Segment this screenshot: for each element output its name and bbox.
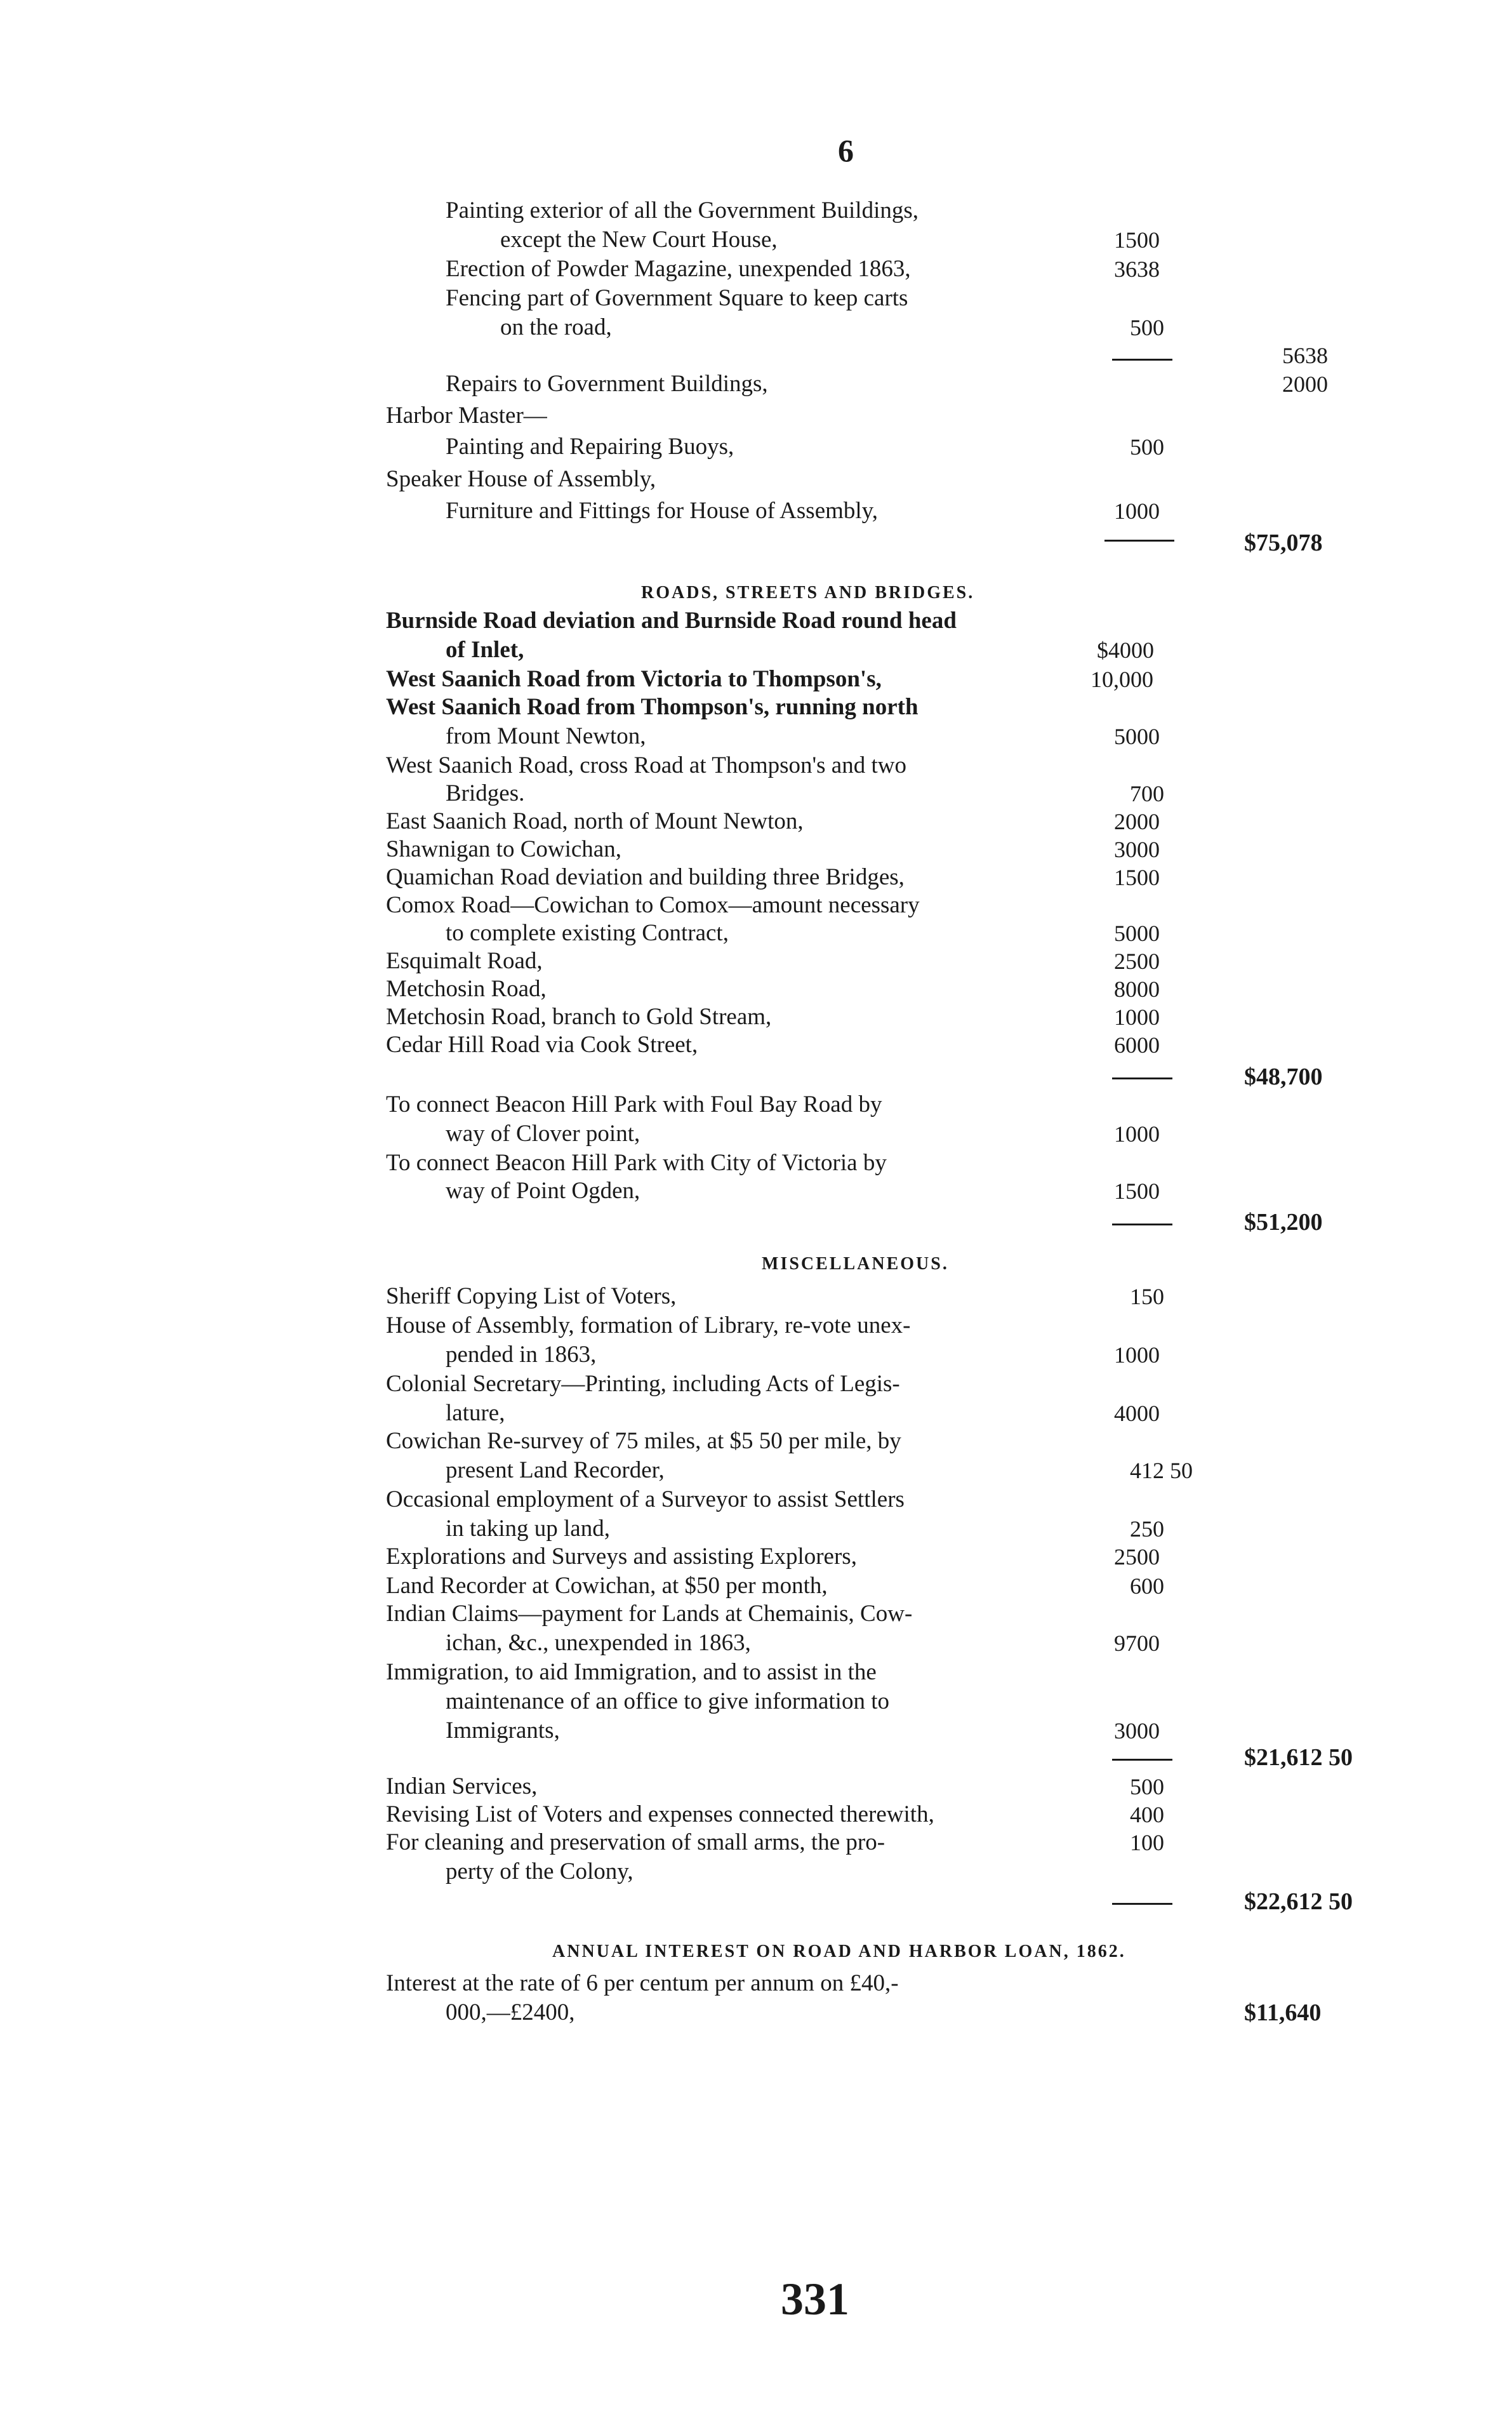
- amount: 2500: [1114, 1544, 1160, 1570]
- amount: 5000: [1114, 724, 1160, 749]
- item-line: pended in 1863,: [446, 1342, 597, 1368]
- sum-rule: [1112, 359, 1172, 361]
- item-line: to complete existing Contract,: [446, 920, 729, 946]
- item-line: House of Assembly, formation of Library, re-vote unex-: [386, 1312, 911, 1338]
- item-line: maintenance of an office to give information to: [446, 1688, 889, 1714]
- amount: 3000: [1114, 1718, 1160, 1744]
- section-heading: ANNUAL INTEREST ON ROAD AND HARBOR LOAN, 1862.: [552, 1942, 1126, 1961]
- item-line: Harbor Master—: [386, 403, 547, 429]
- item-line: Cowichan Re-survey of 75 miles, at $5 50 per mile, by: [386, 1428, 901, 1454]
- item-line: way of Clover point,: [446, 1121, 640, 1147]
- amount: 5000: [1114, 921, 1160, 946]
- item-line: ichan, &c., unexpended in 1863,: [446, 1630, 751, 1656]
- item-line: Sheriff Copying List of Voters,: [386, 1283, 677, 1309]
- item-line: Esquimalt Road,: [386, 948, 543, 974]
- item-line: Comox Road—Cowichan to Comox—amount necessary: [386, 892, 920, 918]
- sum-rule: [1112, 1077, 1172, 1079]
- item-line: Cedar Hill Road via Cook Street,: [386, 1032, 698, 1058]
- section-total: $51,200: [1244, 1209, 1323, 1236]
- item-line: For cleaning and preservation of small arms, the pro-: [386, 1829, 885, 1855]
- amount: 700: [1130, 781, 1164, 806]
- item-line: Furniture and Fittings for House of Assembly,: [446, 498, 879, 524]
- subtotal: 5638: [1282, 343, 1328, 368]
- amount: 2500: [1114, 949, 1160, 974]
- folio-stamp: 331: [781, 2274, 849, 2325]
- amount: $4000: [1097, 637, 1154, 663]
- amount: 3638: [1114, 257, 1160, 282]
- item-line: Occasional employment of a Surveyor to assist Settlers: [386, 1486, 905, 1512]
- item-line: Painting exterior of all the Government Buildings,: [446, 197, 919, 223]
- item-line: To connect Beacon Hill Park with City of Victoria by: [386, 1150, 887, 1176]
- section-total: $22,612 50: [1244, 1888, 1353, 1915]
- item-line: West Saanich Road from Victoria to Thompson's,: [386, 666, 882, 692]
- item-line: Shawnigan to Cowichan,: [386, 836, 621, 862]
- amount: 150: [1130, 1284, 1164, 1309]
- item-line: Indian Claims—payment for Lands at Chemainis, Cow-: [386, 1601, 913, 1627]
- item-line: Land Recorder at Cowichan, at $50 per month,: [386, 1573, 828, 1599]
- amount: 8000: [1114, 977, 1160, 1002]
- item-line: Speaker House of Assembly,: [386, 466, 656, 492]
- amount: 1500: [1114, 865, 1160, 890]
- amount: 400: [1130, 1802, 1164, 1827]
- item-line: lature,: [446, 1400, 505, 1426]
- item-line: Fencing part of Government Square to keep carts: [446, 285, 908, 311]
- amount: 1500: [1114, 1178, 1160, 1204]
- item-line: West Saanich Road, cross Road at Thompson's and two: [386, 752, 906, 778]
- item-line: Immigrants,: [446, 1718, 560, 1744]
- amount: 10,000: [1091, 667, 1153, 692]
- amount: 1000: [1114, 1004, 1160, 1030]
- item-line: perty of the Colony,: [446, 1858, 633, 1884]
- item-line: Explorations and Surveys and assisting Explorers,: [386, 1544, 857, 1570]
- item-line: Painting and Repairing Buoys,: [446, 434, 734, 460]
- amount: 3000: [1114, 837, 1160, 862]
- item-line: Quamichan Road deviation and building three Bridges,: [386, 864, 905, 890]
- section-total: $11,640: [1244, 1999, 1322, 2026]
- item-line: West Saanich Road from Thompson's, running north: [386, 694, 918, 720]
- amount: 9700: [1114, 1631, 1160, 1656]
- section-total: $21,612 50: [1244, 1744, 1353, 1771]
- amount: 500: [1130, 434, 1164, 460]
- amount: 100: [1130, 1830, 1164, 1855]
- item-line: Bridges.: [446, 780, 525, 806]
- sum-rule: [1104, 540, 1174, 542]
- item-line: Colonial Secretary—Printing, including Acts of Legis-: [386, 1371, 900, 1397]
- item-line: Metchosin Road, branch to Gold Stream,: [386, 1004, 772, 1030]
- sum-rule: [1112, 1903, 1172, 1905]
- amount: 600: [1130, 1573, 1164, 1599]
- item-line: Repairs to Government Buildings,: [446, 371, 768, 397]
- item-line: Burnside Road deviation and Burnside Road round head: [386, 608, 957, 634]
- item-line: way of Point Ogden,: [446, 1178, 640, 1204]
- item-line: Immigration, to aid Immigration, and to assist in the: [386, 1659, 877, 1685]
- item-line: Revising List of Voters and expenses connected therewith,: [386, 1801, 934, 1827]
- page-number: 6: [838, 133, 854, 168]
- amount: 1500: [1114, 227, 1160, 253]
- amount: 412 50: [1130, 1458, 1193, 1483]
- item-line: of Inlet,: [446, 637, 524, 663]
- amount: 2000: [1114, 809, 1160, 834]
- item-line: in taking up land,: [446, 1516, 610, 1542]
- item-line: on the road,: [500, 314, 612, 340]
- item-line: present Land Recorder,: [446, 1457, 665, 1483]
- item-line: from Mount Newton,: [446, 723, 646, 749]
- item-line: Indian Services,: [386, 1773, 538, 1799]
- amount: 1000: [1114, 1121, 1160, 1147]
- section-heading: MISCELLANEOUS.: [762, 1254, 949, 1274]
- amount: 4000: [1114, 1401, 1160, 1426]
- amount: 500: [1130, 315, 1164, 340]
- item-line: Interest at the rate of 6 per centum per annum on £40,-: [386, 1970, 899, 1996]
- item-line: 000,—£2400,: [446, 1999, 575, 2025]
- subtotal: 2000: [1282, 371, 1328, 397]
- sum-rule: [1112, 1759, 1172, 1761]
- item-line: To connect Beacon Hill Park with Foul Bay Road by: [386, 1091, 882, 1117]
- item-line: Erection of Powder Magazine, unexpended 1863,: [446, 256, 911, 282]
- section-total: $75,078: [1244, 530, 1323, 556]
- sum-rule: [1112, 1224, 1172, 1225]
- amount: 6000: [1114, 1032, 1160, 1058]
- amount: 250: [1130, 1516, 1164, 1542]
- amount: 1000: [1114, 498, 1160, 524]
- section-total: $48,700: [1244, 1064, 1323, 1090]
- item-line: Metchosin Road,: [386, 976, 547, 1002]
- item-line: except the New Court House,: [500, 227, 778, 253]
- section-heading: ROADS, STREETS AND BRIDGES.: [641, 583, 975, 603]
- amount: 500: [1130, 1774, 1164, 1799]
- amount: 1000: [1114, 1342, 1160, 1368]
- item-line: East Saanich Road, north of Mount Newton,: [386, 808, 804, 834]
